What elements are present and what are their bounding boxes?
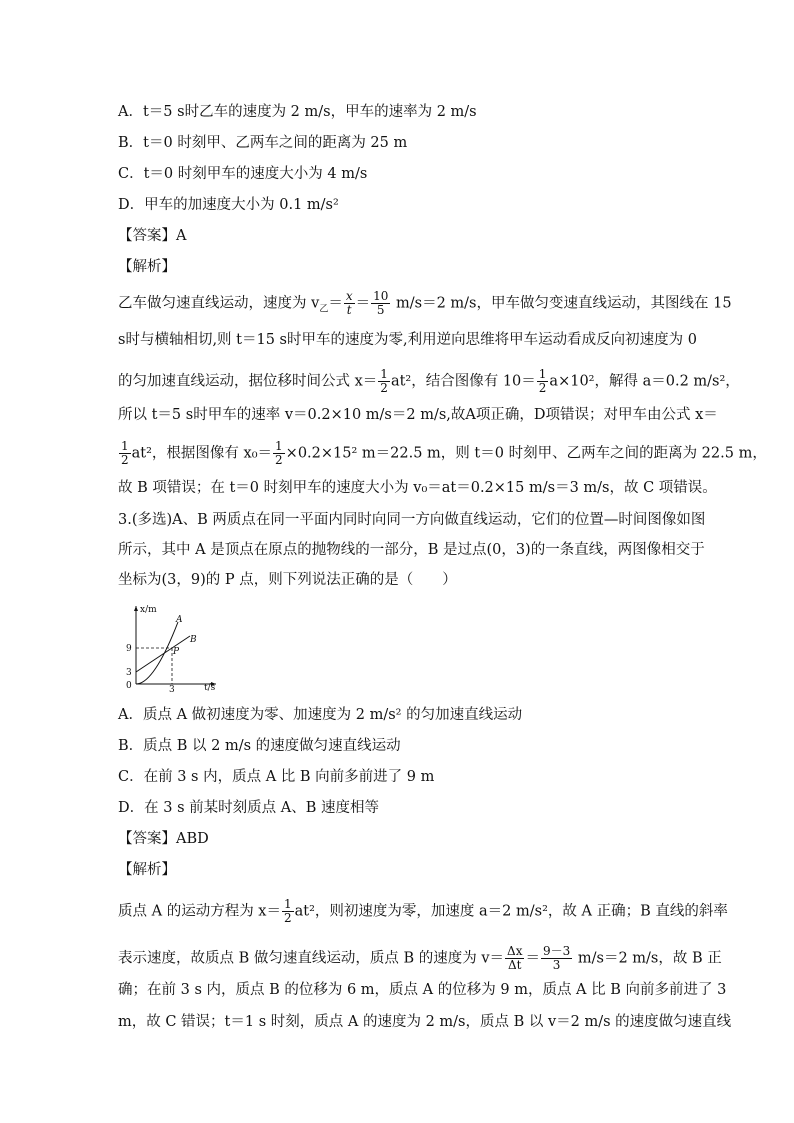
fraction: $\frac{9-3}{3}$ [542, 944, 571, 972]
q3-stem-line-2: 所示，其中 A 是顶点在原点的抛物线的一部分，B 是过点(0，3)的一条直线，两图像相交于 [118, 542, 705, 558]
fraction: $\frac{1}{2}$ [380, 367, 388, 395]
q2-option-d: D．甲车的加速度大小为 0.1 m/s² [118, 197, 339, 213]
q3-analysis-line-2: 表示速度，故质点 B 做匀速直线运动，质点 B 的速度为 v＝ $\frac{\Delta x}{\Delta t}$ ＝ $\frac{9-3}{3}$ m/s＝2 m/s，故 B 正 [118, 944, 722, 972]
q2-analysis-line-4: 所以 t＝5 s时甲车的速率 v＝0.2×10 m/s＝2 m/s,故A项正确，D项错误；对甲车由公式 x＝ [118, 407, 718, 423]
x-axis-label: t/s [204, 683, 216, 692]
q2-option-c: C．t＝0 时刻甲车的速度大小为 4 m/s [118, 166, 368, 182]
fraction: $\frac{1}{2}$ [283, 897, 292, 925]
line-b-label: B [190, 635, 197, 645]
q3-option-a: A．质点 A 做初速度为零、加速度为 2 m/s² 的匀加速直线运动 [118, 707, 523, 723]
q2-analysis-line-6: 故 B 项错误；在 t＝0 时刻甲车的速度大小为 v₀＝at＝0.2×15 m/s＝3 m/s，故 C 项错误。 [118, 480, 717, 496]
q2-analysis-line-3: 的匀加速直线运动，据位移时间公式 x＝ $\frac{1}{2}$ at²，结合图像有 10＝ $\frac{1}{2}$ a×10²，解得 a＝0.2 m/s²， [118, 367, 740, 395]
y-axis-label: x/m [140, 605, 157, 615]
fraction: $\frac{1}{2}$ [275, 439, 283, 467]
fraction: $\frac{10}{5}$ [373, 289, 389, 317]
q2-option-a: A．t＝5 s时乙车的速度为 2 m/s，甲车的速率为 2 m/s [118, 104, 477, 120]
q2-analysis-line-5: $\frac{1}{2}$ at²，根据图像有 x₀＝ $\frac{1}{2}$ ×0.2×15² m＝22.5 m，则 t＝0 时刻甲、乙两车之间的距离为 22.5 m， [121, 439, 767, 467]
q3-option-b: B．质点 B 以 2 m/s 的速度做匀速直线运动 [118, 738, 401, 754]
q3-stem-line-3: 坐标为(3，9)的 P 点，则下列说法正确的是（ ） [118, 572, 457, 588]
y-tick-3: 3 [126, 668, 132, 678]
q2-analysis-line-1: 乙车做匀速直线运动，速度为 $v_乙=$ $\frac{x}{t}$ ＝ $\frac{10}{5}$ m/s＝2 m/s，甲车做匀变速直线运动，其图线在 15 [118, 289, 732, 317]
q3-analysis-line-1: 质点 A 的运动方程为 x＝ $\frac{1}{2}$ at²，则初速度为零，加速度 a＝2 m/s²，故 A 正确；B 直线的斜率 [118, 897, 728, 925]
curve-a-label: A [176, 615, 183, 625]
q2-analysis-label: 【解析】 [118, 259, 176, 275]
fraction: $\frac{1}{2}$ [121, 439, 129, 467]
point-p-label: P [173, 647, 180, 657]
q3-option-c: C．在前 3 s 内，质点 A 比 B 向前多前进了 9 m [118, 769, 435, 785]
q3-analysis-line-4: m，故 C 错误；t＝1 s 时刻，质点 A 的速度为 2 m/s，质点 B 以 v＝2 m/s 的速度做匀速直线 [118, 1014, 732, 1030]
y-tick-9: 9 [126, 644, 132, 654]
q3-analysis-label: 【解析】 [118, 862, 176, 878]
q3-analysis-line-3: 确；在前 3 s 内，质点 B 的位移为 6 m，质点 A 的位移为 9 m，质点 A 比 B 向前多前进了 3 [118, 982, 727, 998]
x-axis-arrow [134, 606, 138, 611]
q2-analysis-line-2: s时与横轴相切,则 t＝15 s时甲车的速度为零,利用逆向思维将甲车运动看成反向初速度为 0 [118, 332, 697, 348]
x-tick-3: 3 [169, 685, 175, 692]
line-b [136, 636, 190, 672]
position-time-graph [118, 602, 218, 692]
fraction: $\frac{x}{t}$ [345, 289, 353, 317]
fraction: $\frac{\Delta x}{\Delta t}$ [507, 944, 523, 972]
fraction: $\frac{1}{2}$ [538, 367, 547, 395]
q3-answer: 【答案】ABD [118, 831, 209, 847]
q3-stem-line-1: 3.(多选)A、B 两质点在同一平面内同时向同一方向做直线运动，它们的位置—时间图像如图 [118, 512, 706, 528]
origin-label: 0 [126, 681, 132, 691]
q3-option-d: D．在 3 s 前某时刻质点 A、B 速度相等 [118, 800, 379, 816]
q2-option-b: B．t＝0 时刻甲、乙两车之间的距离为 25 m [118, 135, 408, 151]
q2-answer: 【答案】A [118, 228, 187, 244]
